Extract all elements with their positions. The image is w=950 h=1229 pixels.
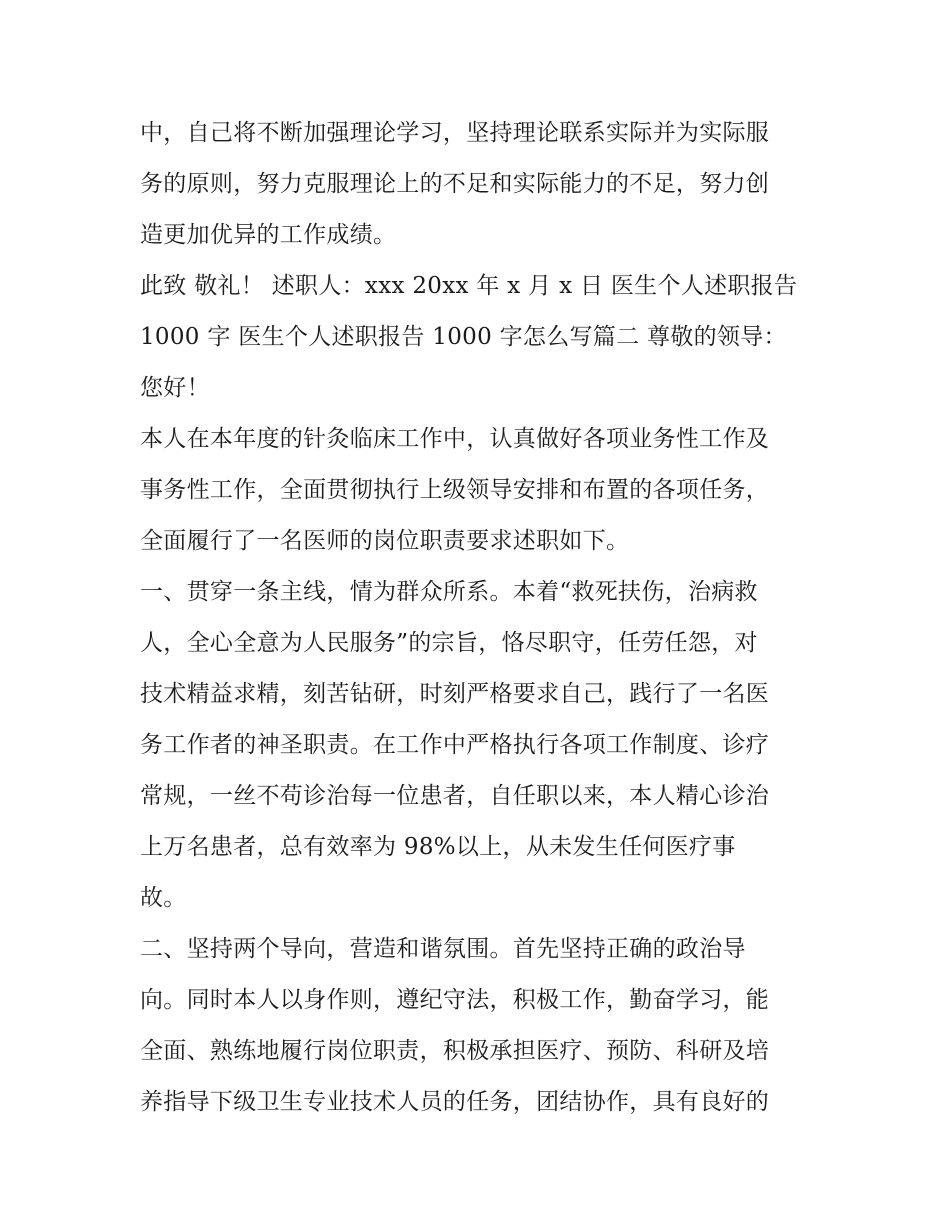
text-line: 全面、熟练地履行岗位职责，积极承担医疗、预防、科研及培 <box>140 1038 770 1064</box>
text-line: 中，自己将不断加强理论学习，坚持理论联系实际并为实际服 <box>140 120 770 146</box>
text-line: 您好！ <box>140 375 210 401</box>
text-line: 务工作者的神圣职责。在工作中严格执行各项工作制度、诊疗 <box>140 732 770 758</box>
text-line: 务的原则，努力克服理论上的不足和实际能力的不足，努力创 <box>140 171 770 197</box>
text-line: 1000 字 医生个人述职报告 1000 字怎么写篇二 尊敬的领导： <box>140 324 787 350</box>
text-line: 造更加优异的工作成绩。 <box>140 222 397 248</box>
document-body <box>140 108 820 1128</box>
text-line: 本人在本年度的针灸临床工作中，认真做好各项业务性工作及 <box>140 426 770 452</box>
text-line: 二、坚持两个导向，营造和谐氛围。首先坚持正确的政治导 <box>140 936 746 962</box>
text-line: 向。同时本人以身作则，遵纪守法，积极工作，勤奋学习，能 <box>140 987 770 1013</box>
text-line: 养指导下级卫生专业技术人员的任务，团结协作，具有良好的 <box>140 1089 770 1115</box>
text-line: 上万名患者，总有效率为 98%以上，从未发生任何医疗事 <box>140 834 736 860</box>
text-line: 人，全心全意为人民服务”的宗旨，恪尽职守，任劳任怨，对 <box>140 630 758 656</box>
text-line: 故。 <box>140 885 187 911</box>
text-line: 此致 敬礼！ 述职人：xxx 20xx 年 x 月 x 日 医生个人述职报告 <box>140 273 798 299</box>
text-line: 事务性工作，全面贯彻执行上级领导安排和布置的各项任务， <box>140 477 770 503</box>
text-line: 全面履行了一名医师的岗位职责要求述职如下。 <box>140 528 630 554</box>
text-line: 一、贯穿一条主线，情为群众所系。本着“救死扶伤，治病救 <box>140 579 758 605</box>
text-line: 技术精益求精，刻苦钻研，时刻严格要求自己，践行了一名医 <box>140 681 770 707</box>
text-line: 常规，一丝不苟诊治每一位患者，自任职以来，本人精心诊治 <box>140 783 770 809</box>
